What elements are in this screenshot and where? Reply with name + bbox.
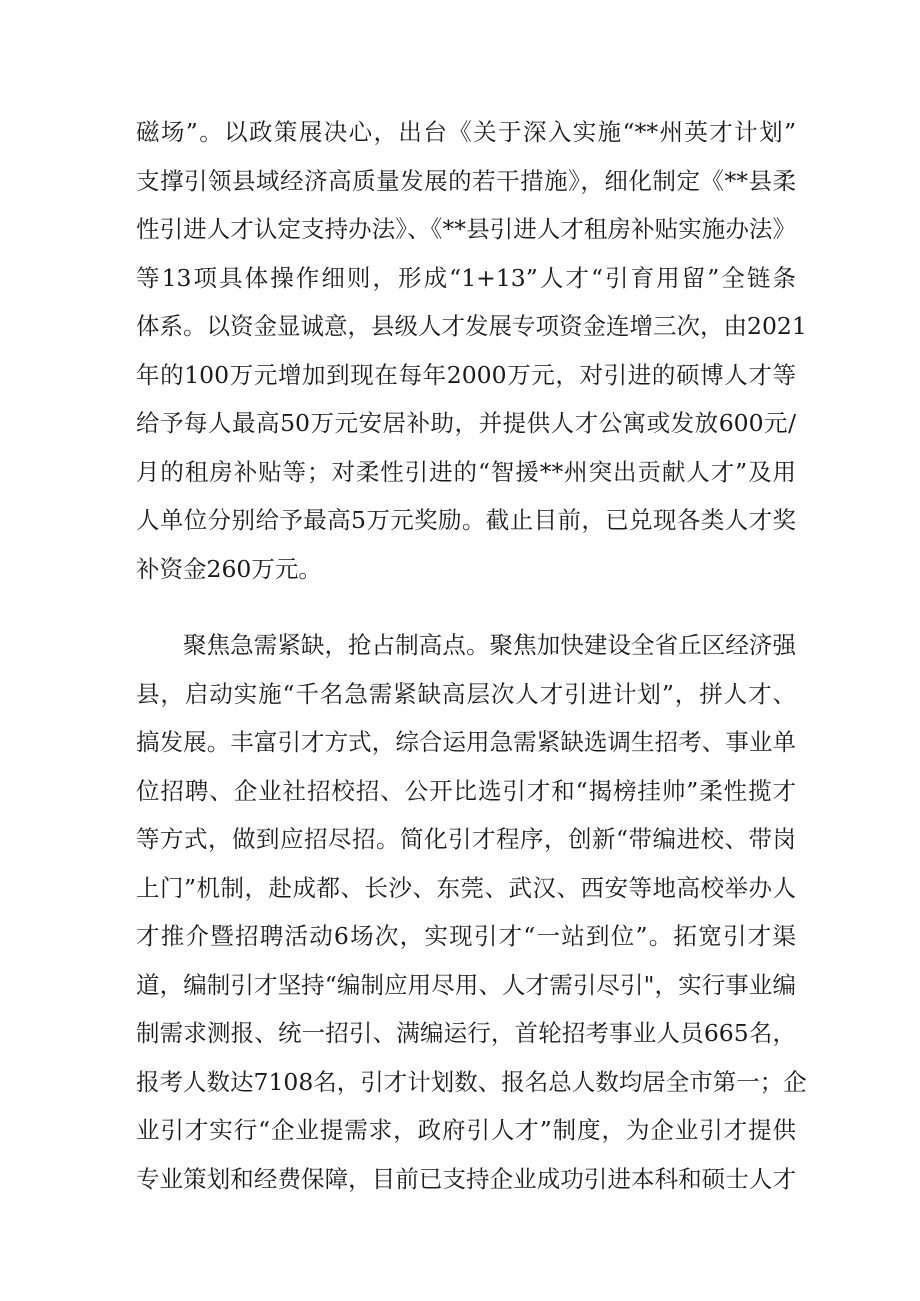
- text-line: 制需求测报、统一招引、满编运行，首轮招考事业人员665名，: [136, 1019, 796, 1047]
- text-line: 业引才实行“企业提需求，政府引人才”制度，为企业引才提供: [136, 1116, 796, 1144]
- text-line: 年的100万元增加到现在每年2000万元，对引进的硕博人才等: [136, 360, 796, 389]
- text-line: 人单位分别给予最高5万元奖励。截止目前，已兑现各类人才奖: [136, 506, 796, 534]
- text-line: 上门”机制，赴成都、长沙、东莞、武汉、西安等地高校举办人: [136, 873, 796, 902]
- paragraph-funding: [136, 108, 807, 593]
- text-line: 体系。以资金显诚意，县级人才发展专项资金连增三次，由2021: [136, 312, 807, 340]
- text-line: 聚焦急需紧缺，抢占制高点。聚焦加快建设全省丘区经济强: [183, 631, 796, 659]
- text-line: 搞发展。丰富引才方式，综合运用急需紧缺选调生招考、事业单: [136, 728, 796, 756]
- text-line: 才推介暨招聘活动6场次，实现引才“一站到位”。拓宽引才渠: [136, 922, 796, 950]
- text-line: 补资金260万元。: [136, 554, 322, 583]
- text-line: 支撑引领县域经济高质量发展的若干措施》，细化制定《**县柔: [136, 166, 796, 195]
- text-line: 县，启动实施“千名急需紧缺高层次人才引进计划”，拼人才、: [136, 679, 796, 708]
- document-body: [136, 108, 807, 1203]
- text-line: 给予每人最高50万元安居补助，并提供人才公寓或发放600元/: [136, 409, 796, 437]
- text-line: 磁场”。以政策展决心，出台《关于深入实施“**州英才计划”: [136, 118, 796, 146]
- text-line: 月的租房补贴等；对柔性引进的“智援**州突出贡献人才”及用: [136, 457, 796, 486]
- text-line: 报考人数达7108名，引才计划数、报名总人数均居全市第一；企: [136, 1067, 807, 1096]
- text-line: 性引进人才认定支持办法》、《**县引进人才租房补贴实施办法》: [136, 215, 796, 243]
- paragraph-recruitment: [136, 621, 807, 1203]
- text-line: 专业策划和经费保障，目前已支持企业成功引进本科和硕士人才: [136, 1164, 796, 1193]
- text-line: 等方式，做到应招尽招。简化引才程序，创新“带编进校、带岗: [136, 825, 796, 853]
- text-line: 等13项具体操作细则，形成“1+13”人才“引育用留”全链条: [136, 263, 796, 292]
- text-line: 道，编制引才坚持“编制应用尽用、人才需引尽引"，实行事业编: [136, 970, 796, 999]
- paragraph-gap: [136, 593, 796, 621]
- text-line: 位招聘、企业社招校招、公开比选引才和“揭榜挂帅”柔性揽才: [136, 776, 796, 805]
